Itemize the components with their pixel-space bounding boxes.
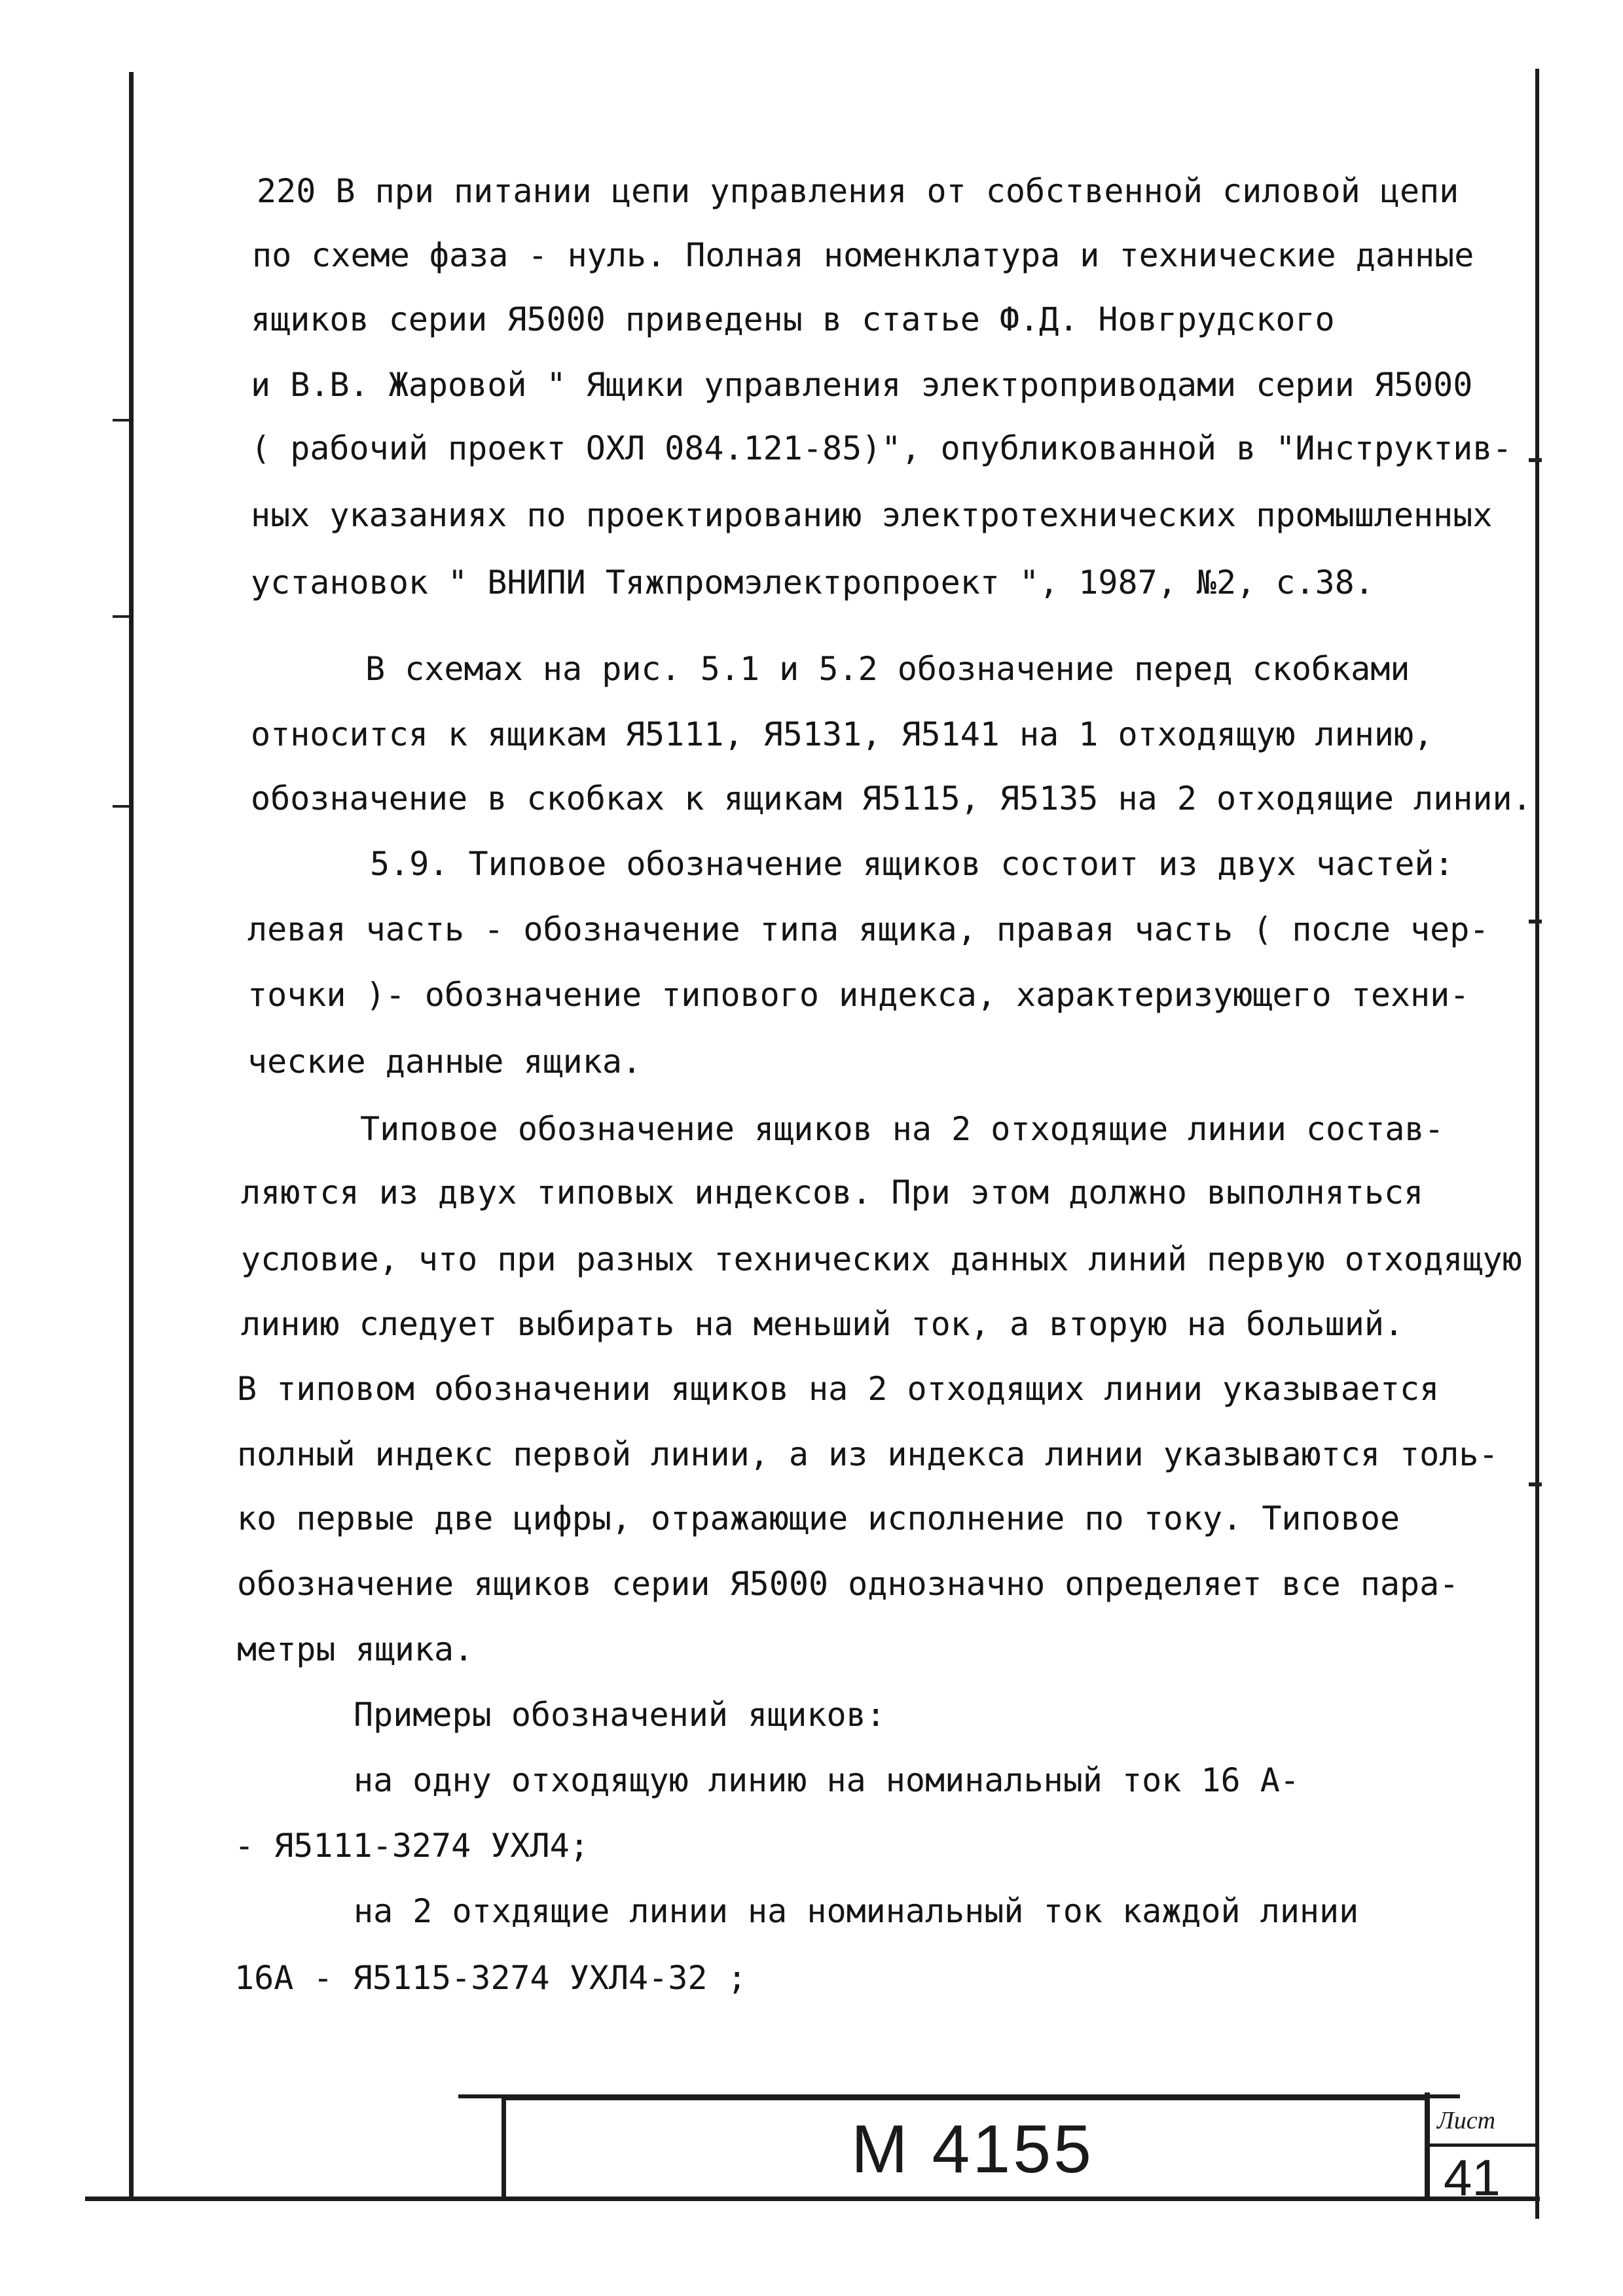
text-line: ческие данные ящика.	[247, 1043, 642, 1081]
text-line: точки )- обозначение типового индекса, характеризующего техни-	[247, 976, 1470, 1014]
example-code: - Я5111-3274 УХЛ4;	[234, 1827, 589, 1865]
margin-tick	[1529, 1482, 1542, 1486]
section-heading-line: 5.9. Типовое обозначение ящиков состоит из двух частей:	[370, 845, 1454, 883]
sheet-number: 41	[1444, 2149, 1501, 2206]
margin-tick	[113, 615, 130, 618]
right-margin-rule	[1535, 69, 1539, 2219]
text-line: относится к ящикам Я5111, Я5131, Я5141 на 1 отходящую линию,	[251, 715, 1434, 753]
text-line: В схемах на рис. 5.1 и 5.2 обозначение перед скобками	[365, 650, 1410, 688]
example-line: на 2 отхдящие линии на номинальный ток каждой линии	[354, 1892, 1359, 1930]
text-line: ящиков серии Я5000 приведены в статье Ф.Д. Новгрудского	[251, 300, 1335, 338]
margin-tick	[113, 805, 130, 808]
text-line: левая часть - обозначение типа ящика, правая часть ( после чер-	[247, 910, 1489, 948]
text-line: В типовом обозначении ящиков на 2 отходящих линии указывается	[237, 1370, 1440, 1408]
archive-number: М 4155	[851, 2111, 1094, 2187]
example-code: 16А - Я5115-3274 УХЛ4-32 ;	[234, 1959, 747, 1997]
text-line: ко первые две цифры, отражающие исполнение по току. Типовое	[237, 1499, 1400, 1537]
left-margin-rule	[129, 72, 134, 2199]
text-line: и В.В. Жаровой " Ящики управления электроприводами серии Я5000	[251, 366, 1473, 404]
text-line: ных указаниях по проектированию электротехнических промышленных	[251, 496, 1493, 534]
margin-tick	[113, 419, 130, 422]
text-line: обозначение в скобках к ящикам Я5115, Я5135 на 2 отходящие линии.	[251, 780, 1532, 817]
text-line: линию следует выбирать на меньший ток, а вторую на больший.	[241, 1305, 1404, 1343]
margin-tick	[1529, 920, 1542, 924]
text-line: ляются из двух типовых индексов. При этом должно выполняться	[241, 1174, 1424, 1211]
text-line: ( рабочий проект ОХЛ 084.121-85)", опубликованной в "Инструктив-	[251, 429, 1512, 467]
text-line: обозначение ящиков серии Я5000 однозначно определяет все пара-	[237, 1565, 1459, 1603]
sheet-box-divider	[1425, 2144, 1536, 2147]
margin-tick	[1529, 458, 1542, 462]
text-line: условие, что при разных технических данных линий первую отходящую	[241, 1240, 1522, 1278]
text-line: полный индекс первой линии, а из индекса линии указываются толь-	[237, 1435, 1499, 1473]
text-line: метры ящика.	[237, 1630, 474, 1668]
text-line: 220 В при питании цепи управления от собственной силовой цепи	[257, 172, 1459, 210]
example-line: на одну отходящую линию на номинальный ток 16 А-	[354, 1761, 1300, 1799]
text-line: по схеме фаза - нуль. Полная номенклатура и технические данные	[252, 236, 1474, 274]
text-line: Примеры обозначений ящиков:	[354, 1696, 886, 1734]
sheet-label: Лист	[1437, 2107, 1496, 2134]
text-line: Типовое обозначение ящиков на 2 отходящие линии состав-	[360, 1110, 1444, 1148]
text-line: установок " ВНИПИ Тяжпромэлектропроект ", 1987, №2, с.38.	[251, 564, 1374, 601]
